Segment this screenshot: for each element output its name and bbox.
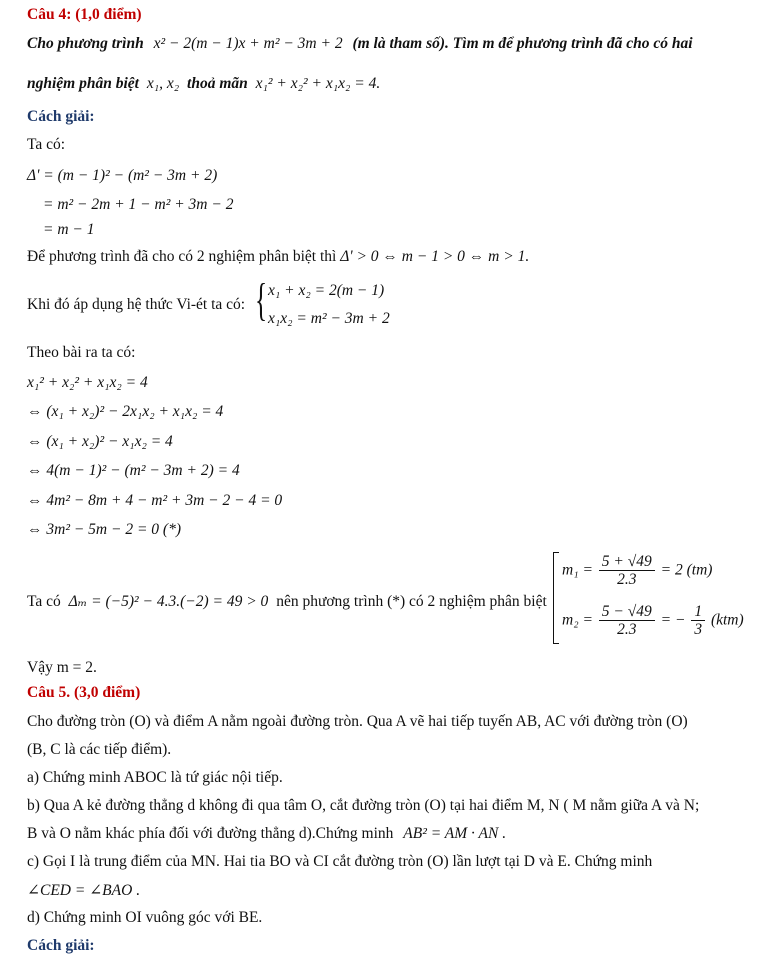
m2-simplified-fraction bbox=[691, 603, 705, 638]
m1-fraction bbox=[599, 553, 655, 588]
q4-cond-text: Để phương trình đã cho có 2 nghiệm phân biệt thì bbox=[27, 248, 337, 265]
q4-condition: x₁² + x₂² + x₁x₂ = 4. bbox=[255, 75, 381, 92]
q4-problem-mid: (m là tham số). Tìm m để phương trình đã cho có hai bbox=[352, 35, 693, 52]
q5-intro-2: (B, C là các tiếp điểm). bbox=[27, 741, 172, 758]
m2-fraction bbox=[599, 603, 655, 638]
q4-delta-line-1: Δ' = (m − 1)² − (m² − 3m + 2) bbox=[27, 167, 218, 184]
q4-root-m1 bbox=[562, 553, 712, 588]
q4-problem-line2 bbox=[27, 75, 380, 93]
q4-step-4: ⇔ 4(m − 1)² − (m² − 3m + 2) = 4 bbox=[27, 462, 240, 479]
m1-result: = 2 (tm) bbox=[660, 561, 713, 579]
q4-delta-line-3: = m − 1 bbox=[43, 221, 95, 238]
q4-problem-line2b: thoả mãn bbox=[187, 75, 248, 92]
m1-label: m₁ = bbox=[562, 561, 593, 579]
q4-conclusion: Vậy m = 2. bbox=[27, 659, 97, 676]
q4-condition-line bbox=[27, 248, 529, 266]
m1-numerator: 5 + √49 bbox=[599, 553, 655, 571]
m2-denominator: 2.3 bbox=[617, 621, 637, 638]
q4-vieta-2: x₁x₂ = m² − 3m + 2 bbox=[268, 310, 390, 327]
q4-root-m2: m₂ = $\frac{5 - √49}{2.3}$ = − $\frac{1}{3}$ (ktm) bbox=[562, 603, 744, 638]
roots-bracket bbox=[553, 552, 559, 644]
q4-problem-line2a: nghiệm phân biệt bbox=[27, 75, 139, 92]
m2-frac-num: 1 bbox=[691, 603, 705, 621]
q4-equation: x² − 2(m − 1)x + m² − 3m + 2 bbox=[153, 35, 343, 52]
m2-result: (ktm) bbox=[710, 611, 744, 629]
q4-step-5: ⇔ 4m² − 8m + 4 − m² + 3m − 2 − 4 = 0 bbox=[27, 492, 283, 509]
q4-disc-text: nên phương trình (*) có 2 nghiệm phân biệt bbox=[276, 593, 547, 610]
q4-taco: Ta có: bbox=[27, 136, 66, 153]
q4-delta-line-2: = m² − 2m + 1 − m² + 3m − 2 bbox=[43, 196, 234, 213]
m2-numerator: 5 − √49 bbox=[599, 603, 655, 621]
m2-label: m₂ = bbox=[562, 611, 593, 629]
q4-vieta-text: Khi đó áp dụng hệ thức Vi-ét ta có: bbox=[27, 296, 246, 313]
q4-problem-line1 bbox=[27, 35, 693, 53]
q4-disc-math: Δₘ = (−5)² − 4.3.(−2) = 49 > 0 bbox=[68, 593, 269, 610]
q5-solution-label: Cách giải: bbox=[27, 937, 95, 954]
m1-denominator: 2.3 bbox=[617, 571, 637, 588]
q4-discriminant-line bbox=[27, 592, 547, 611]
vieta-brace: { bbox=[255, 274, 268, 325]
q5-part-c-1: c) Gọi I là trung điểm của MN. Hai tia BO và CI cắt đường tròn (O) lần lượt tại D và E. Chứng minh bbox=[27, 853, 653, 870]
q4-vieta-1: x₁ + x₂ = 2(m − 1) bbox=[268, 282, 385, 299]
q5-b-math: AB² = AM · AN . bbox=[403, 825, 507, 842]
q4-step-3: ⇔ (x₁ + x₂)² − x₁x₂ = 4 bbox=[27, 433, 173, 450]
q4-problem-prefix: Cho phương trình bbox=[27, 35, 144, 52]
q5-heading: Câu 5. (3,0 điểm) bbox=[27, 684, 141, 701]
q5-part-a: a) Chứng minh ABOC là tứ giác nội tiếp. bbox=[27, 769, 283, 786]
q4-cond-math: Δ' > 0 ⇔ m − 1 > 0 ⇔ m > 1. bbox=[340, 248, 530, 265]
q4-step-6: ⇔ 3m² − 5m − 2 = 0 (*) bbox=[27, 521, 181, 538]
q5-part-c-math: ∠CED = ∠BAO . bbox=[27, 882, 141, 899]
q4-theobai: Theo bài ra ta có: bbox=[27, 344, 136, 361]
m2-frac-den: 3 bbox=[694, 621, 703, 638]
q4-disc-prefix: Ta có bbox=[27, 593, 61, 610]
q5-part-b-1: b) Qua A kẻ đường thẳng d không đi qua tâm O, cắt đường tròn (O) tại hai điểm M, N ( M nằm giữa A và N; bbox=[27, 797, 700, 814]
q4-step-2: ⇔ (x₁ + x₂)² − 2x₁x₂ + x₁x₂ = 4 bbox=[27, 403, 224, 420]
q4-roots: x₁, x₂ bbox=[146, 75, 180, 92]
q5-b-text: B và O nằm khác phía đối với đường thẳng d).Chứng minh bbox=[27, 825, 394, 842]
q4-heading: Câu 4: (1,0 điểm) bbox=[27, 6, 142, 23]
q5-part-d: d) Chứng minh OI vuông góc với BE. bbox=[27, 909, 263, 926]
q4-solution-label: Cách giải: bbox=[27, 108, 95, 125]
q4-step-1: x₁² + x₂² + x₁x₂ = 4 bbox=[27, 374, 148, 391]
q5-part-b-2 bbox=[27, 825, 506, 843]
q5-intro-1: Cho đường tròn (O) và điểm A nằm ngoài đường tròn. Qua A vẽ hai tiếp tuyến AB, AC với đường tròn (O) bbox=[27, 713, 688, 730]
